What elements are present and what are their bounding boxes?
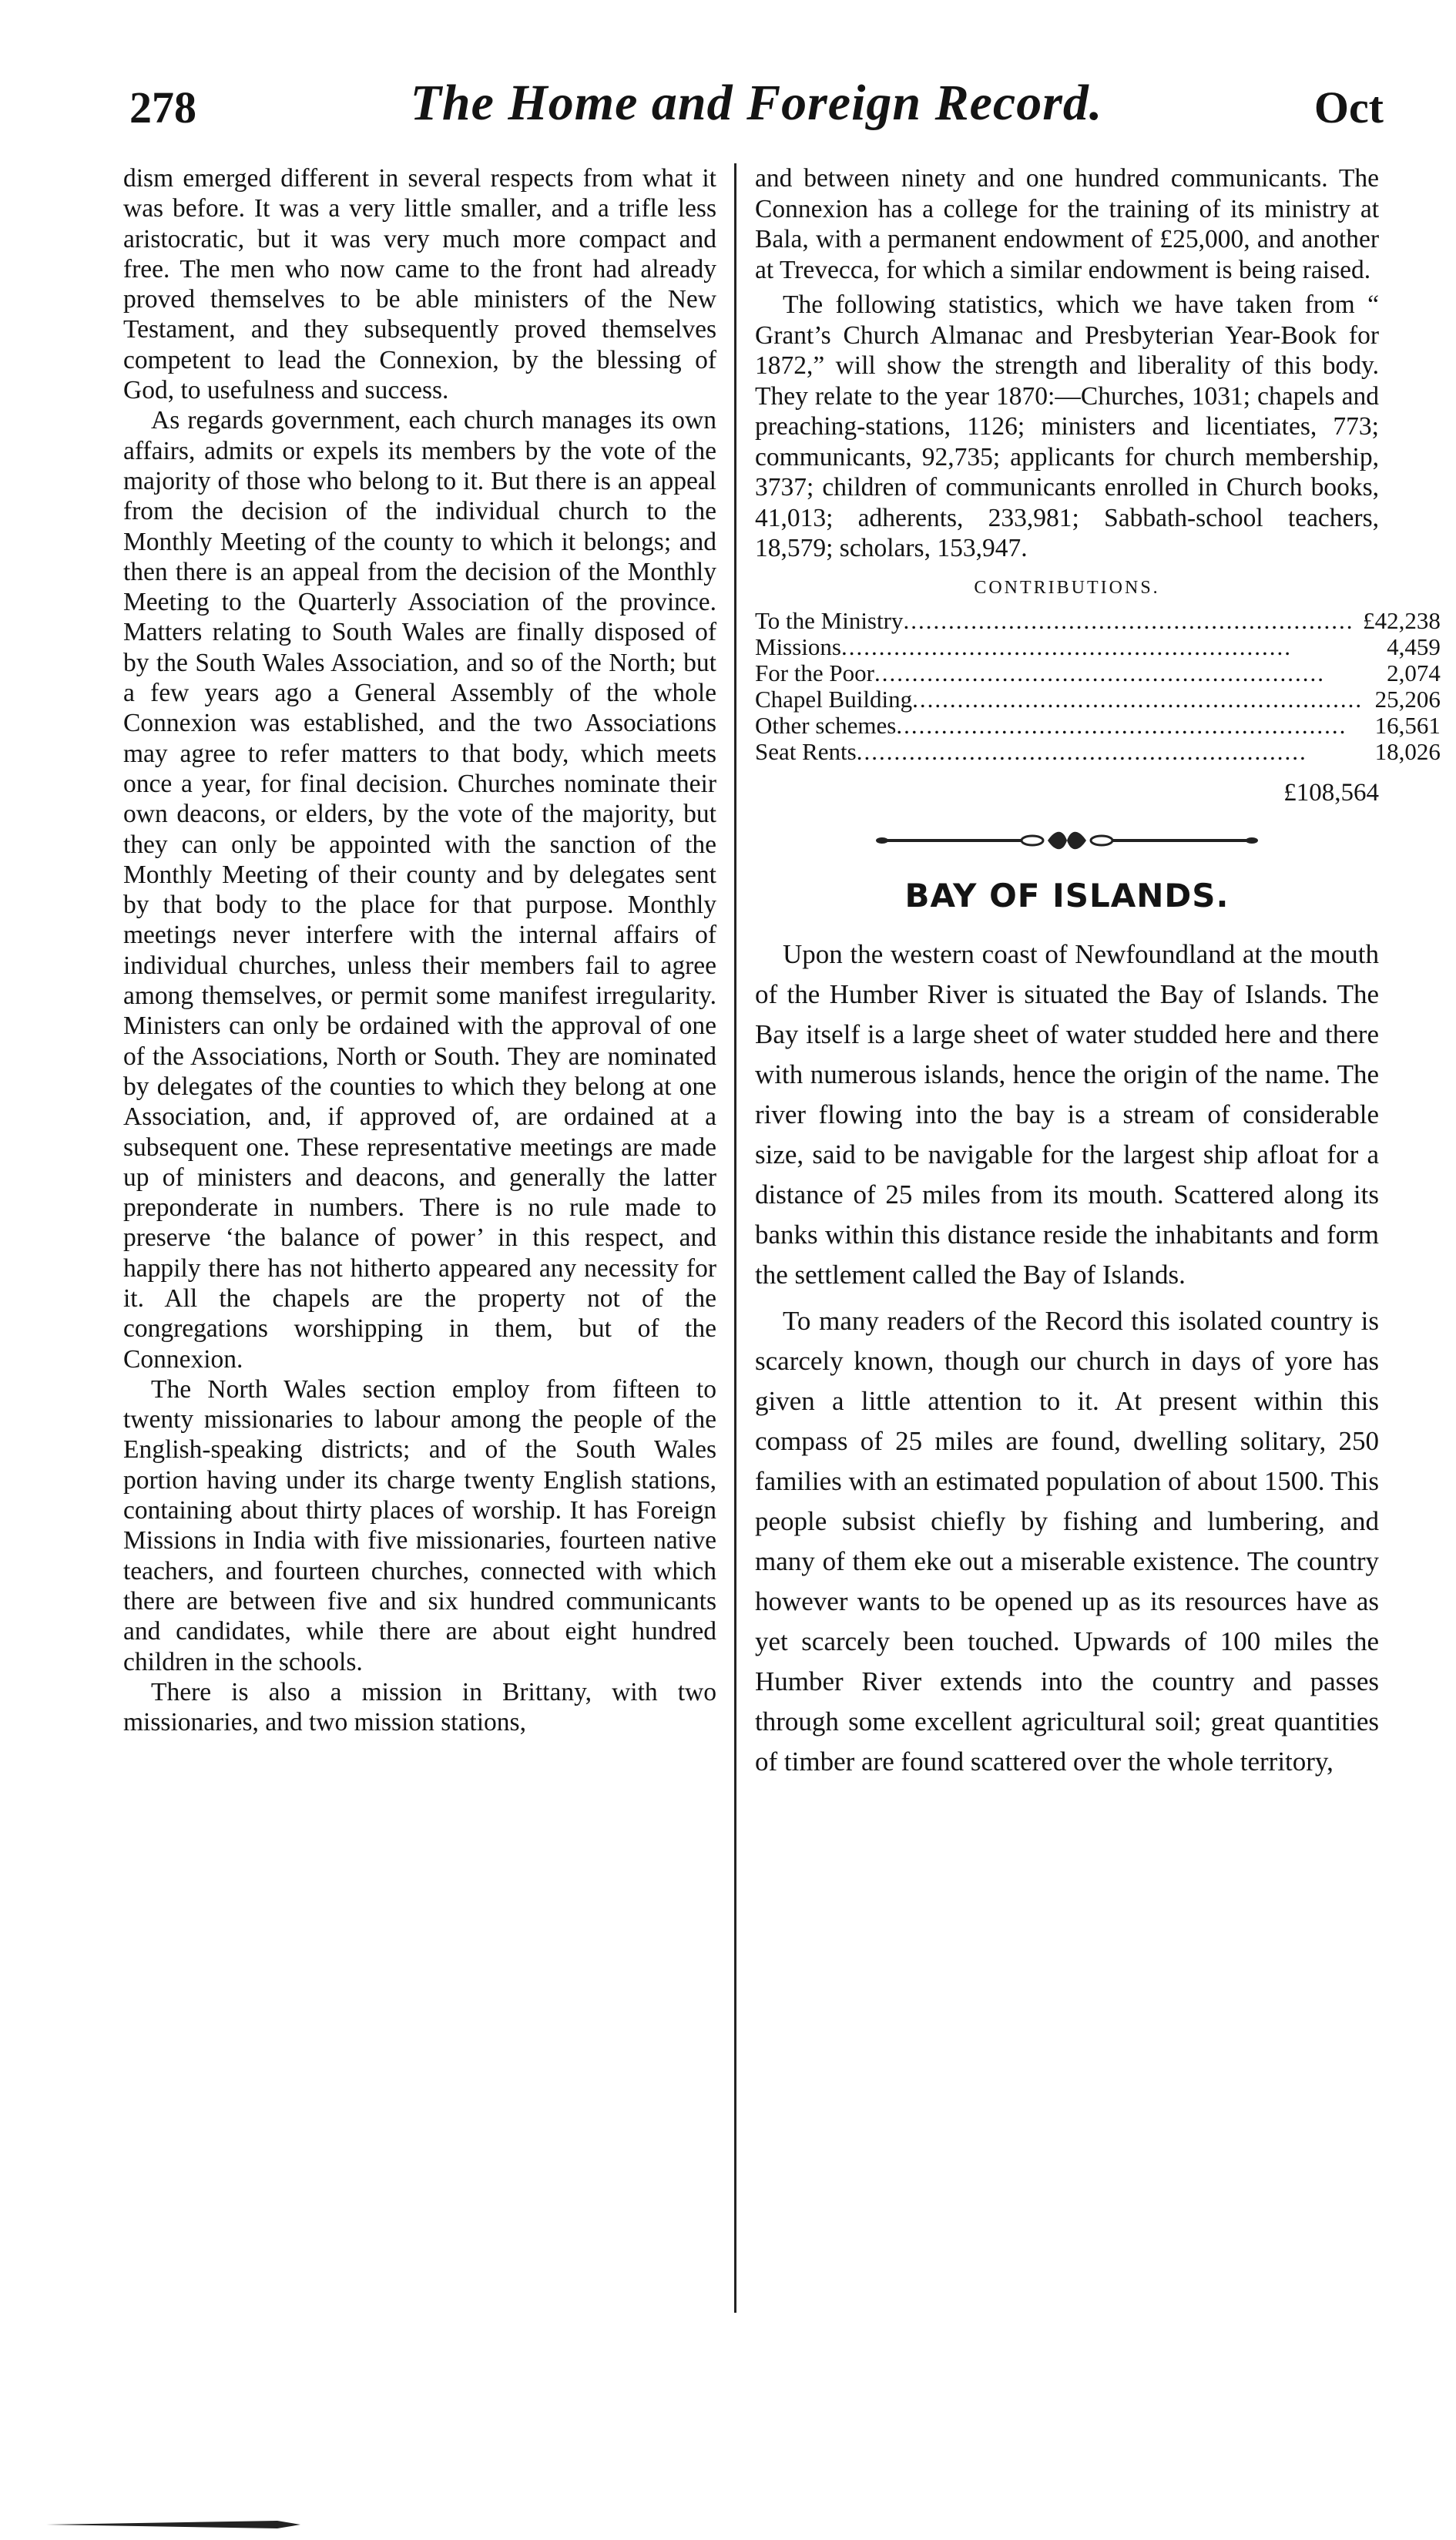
leader-dots: ............................................................ (903, 607, 1354, 634)
connexion-text (755, 163, 1379, 564)
contributions-row (755, 739, 1441, 765)
contribution-amount: 2,074 (1387, 659, 1441, 686)
contributions-row (755, 660, 1441, 686)
left-paragraph-3: The North Wales section employ from fifteen to twenty missionaries to labour among the people of the English-speaking districts; and of the South Wales portion having under its charge twenty English stations, containing about thirty places of worship. It has Foreign Missions in India with five missionaries, fourteen native teachers, and fourteen churches, connected with which there are between five and six hundred communicants and candidates, while there are about eight hundred children in the schools. (123, 1374, 716, 1676)
contributions-row (755, 608, 1441, 634)
leader-dots: ............................................................ (856, 738, 1307, 765)
contributions-table (755, 608, 1441, 765)
bay-paragraph-1: Upon the western coast of Newfoundland at the mouth of the Humber River is situated the Bay of Islands. The Bay itself is a large sheet of water studded here and there with numerous islands, hence the origin of the name. The river flowing into the bay is a stream of considerable size, said to be navigable for the largest ship afloat for a distance of 25 miles from its mouth. Scattered along its banks within this distance reside the inhabitants and form the settlement called the Bay of Islands. (755, 938, 1379, 1290)
contribution-amount: £42,238 (1363, 606, 1441, 634)
footer-rule-icon (46, 2518, 300, 2532)
section-title: BAY OF ISLANDS. (904, 876, 1230, 914)
contributions-heading: CONTRIBUTIONS. (974, 577, 1160, 598)
contribution-label: To the Ministry (755, 607, 904, 634)
running-header (129, 68, 1384, 153)
left-paragraph-2: As regards government, each church manages its own affairs, admits or expels its members by the vote of the majority of those who belong to it. But there is an appeal from the decision of the individual church to the Monthly Meeting of the county to which it belongs; and then there is an appeal from the decision of the Monthly Meeting to the Quarterly Association of the province. Matters relating to South Wales are finally disposed of by the South Wales Association, and so of the North; but a few years ago a General Assembly of the whole Connexion was established, and the two Associations may agree to refer matters to that body, which meets once a year, for final decision. Churches nominate their own deacons, or elders, by the vote of the majority, but they can only be appointed with the sanction of the Monthly Meeting of their county and by delegates sent by that body to the place for that purpose. Monthly meetings never interfere with the internal affairs of individual churches, unless their members fail to agree among themselves, or permit some manifest irregularity. Ministers can only be ordained with the approval of one of the Associations, North or South. They are nominated by delegates of the counties to which they belong at one Association, and, if approved of, are ordained at a subsequent one. These representative meetings are made up of ministers and deacons, and generally the latter preponderate in numbers. There is no rule made to preserve ‘the balance of power’ in this respect, and happily there has not hitherto appeared any necessity for it. All the chapels are the property not of the congregations worshipping in them, but of the Connexion. (123, 406, 716, 1374)
contribution-label: Seat Rents (755, 738, 857, 765)
contribution-label: Missions (755, 633, 841, 660)
issue-month: Oct (1313, 82, 1384, 133)
leader-dots: ............................................................ (912, 686, 1364, 713)
bay-paragraph-2: To many readers of the Record this isolated country is scarcely known, though our church in days of yore has given a little attention to it. At present within this compass of 25 miles are found, dwelling solitary, 250 families with an estimated population of about 1500. This people subsist chiefly by fishing and lumbering, and many of them eke out a miserable existence. The country however wants to be opened up as its resources have as yet scarcely been touched. Upwards of 100 miles the Humber River extends into the country and passes through some excellent agricultural soil; great quantities of timber are found scattered over the whole territory, (755, 1305, 1379, 1777)
column-divider (734, 163, 736, 2313)
leader-dots: ............................................................ (874, 659, 1325, 686)
contribution-label: Other schemes (755, 712, 897, 739)
right-column (755, 163, 1441, 1788)
ornamental-rule-icon (867, 827, 1267, 854)
right-paragraph-2: The following statistics, which we have taken from “ Grant’s Church Almanac and Presbyterian Year-Book for 1872,” will show the strength and liberality of this body. They relate to the year 1870:—Churches, 1031; chapels and preaching-stations, 1126; ministers and licentiates, 773; communicants, 92,735; applicants for church membership, 3737; children of communicants enrolled in Church books, 41,013; adherents, 233,981; Sabbath-school teachers, 18,579; scholars, 153,947. (755, 290, 1379, 562)
contributions-total: £108,564 (1283, 778, 1379, 807)
left-column (123, 163, 716, 1737)
page-number: 278 (129, 82, 196, 133)
journal-title: The Home and Foreign Record. (410, 75, 1103, 131)
contribution-amount: 16,561 (1374, 711, 1441, 739)
contributions-row (755, 686, 1441, 713)
leader-dots: ............................................................ (896, 712, 1347, 739)
contribution-label: Chapel Building (755, 686, 913, 713)
contributions-row (755, 634, 1441, 660)
left-paragraph-4: There is also a mission in Brittany, with two missionaries, and two mission stations, (123, 1677, 716, 1737)
left-paragraph-1: dism emerged different in several respects from what it was before. It was a very little smaller, and a trifle less aristocratic, but it was very much more compact and free. The men who now came to the front had already proved themselves to be able ministers of the New Testament, and they subsequently proved themselves competent to lead the Connexion, by the blessing of God, to usefulness and success. (123, 164, 716, 405)
contribution-amount: 25,206 (1374, 685, 1441, 713)
contribution-label: For the Poor (755, 659, 874, 686)
contribution-amount: 4,459 (1387, 632, 1441, 660)
bay-of-islands-text (755, 934, 1379, 1782)
contributions-row (755, 713, 1441, 739)
contribution-amount: 18,026 (1374, 737, 1441, 765)
right-paragraph-1: and between ninety and one hundred communicants. The Connexion has a college for the training of its ministry at Bala, with a permanent endowment of £25,000, and another at Trevecca, for which a similar endowment is being raised. (755, 164, 1379, 284)
leader-dots: ............................................................ (840, 633, 1292, 660)
